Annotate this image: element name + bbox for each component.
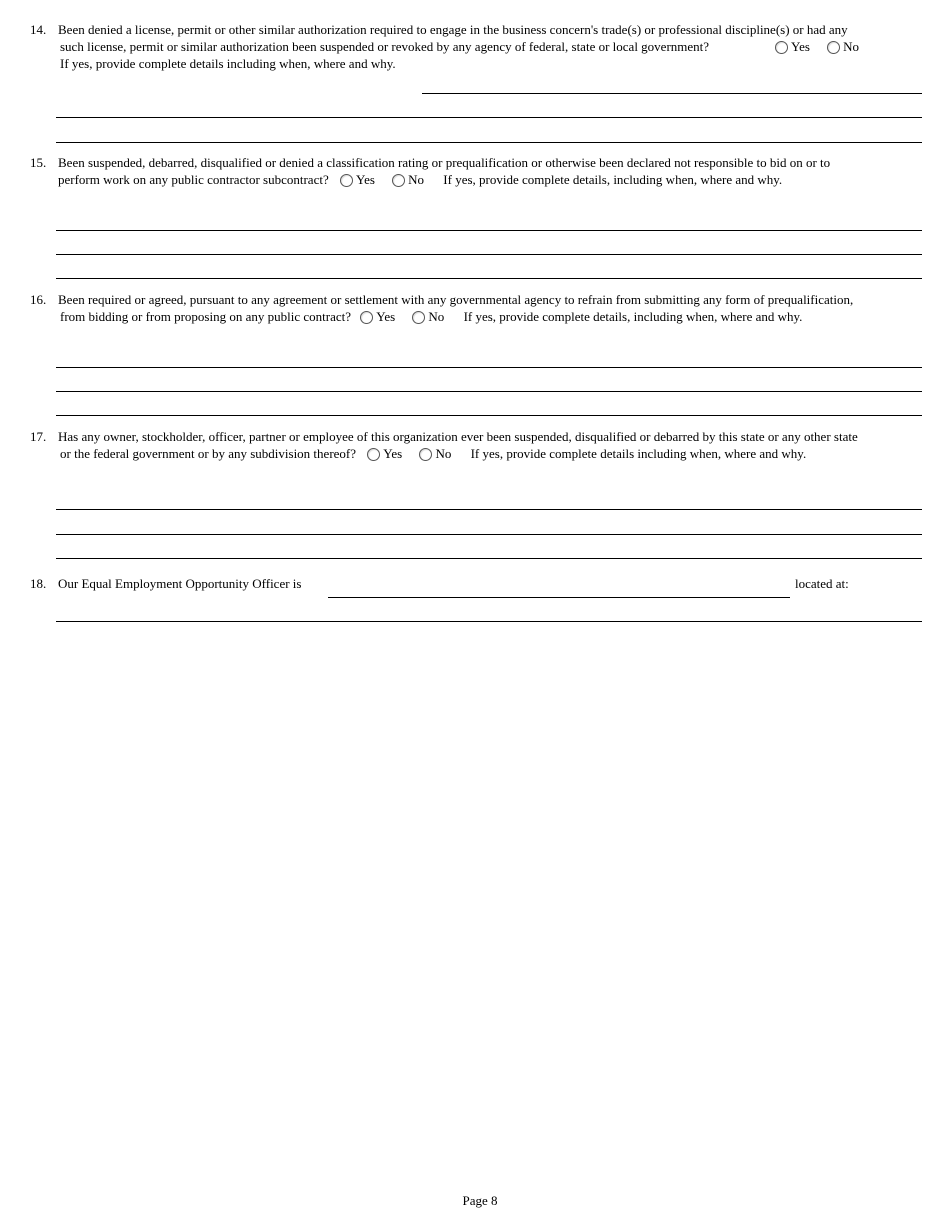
q16-text-line2-row: [60, 309, 802, 325]
q16-number: 16.: [30, 292, 47, 307]
q15-no-label: No: [408, 172, 425, 187]
q16-text-line1: Been required or agreed, pursuant to any agreement or settlement with any governmental agency to refrain from submitting any form of prequalification,: [58, 292, 854, 307]
q17-answer-line-1[interactable]: [56, 509, 922, 510]
q18-officer-name-line[interactable]: [328, 597, 790, 598]
q14-text-line2: such license, permit or similar authorization been suspended or revoked by any agency of federal, state or local government?: [60, 39, 710, 54]
q17-answer-line-2[interactable]: [56, 534, 922, 535]
q17-yes-radio[interactable]: [367, 448, 380, 461]
q15-answer-line-1[interactable]: [56, 230, 922, 231]
q17-yes-option[interactable]: [367, 446, 402, 462]
q16-details-prompt: If yes, provide complete details, including when, where and why.: [463, 309, 803, 324]
q14-answer-line-1[interactable]: [422, 93, 922, 94]
q15-details-prompt: If yes, provide complete details, including when, where and why.: [443, 172, 783, 187]
q14-text-line1: Been denied a license, permit or other similar authorization required to engage in the business concern's trade(s) or professional discipline(s) or had any: [58, 22, 848, 37]
page-number: Page 8: [462, 1193, 498, 1208]
q15-number: 15.: [30, 155, 47, 170]
q18-located-label: located at:: [795, 576, 849, 591]
q16-answer-line-1[interactable]: [56, 367, 922, 368]
q16-yes-label: Yes: [376, 309, 396, 324]
q17-details-prompt: If yes, provide complete details including when, where and why.: [470, 446, 807, 461]
q14-details-prompt: If yes, provide complete details including when, where and why.: [60, 56, 396, 71]
q17-answer-line-3[interactable]: [56, 558, 922, 559]
q14-number: 14.: [30, 22, 47, 37]
q14-no-option[interactable]: [827, 39, 859, 55]
q16-no-option[interactable]: [412, 309, 444, 325]
q15-answer-line-2[interactable]: [56, 254, 922, 255]
q17-text-line2-row: [60, 446, 806, 462]
q15-text-line2: perform work on any public contractor subcontract?: [58, 172, 329, 187]
q15-yes-label: Yes: [355, 172, 375, 187]
q15-text-line1: Been suspended, debarred, disqualified or denied a classification rating or prequalification or otherwise been declared not responsible to bid on or to: [58, 155, 831, 170]
q14-no-label: No: [843, 39, 860, 54]
q14-answer-line-2[interactable]: [56, 117, 922, 118]
q16-no-radio[interactable]: [412, 311, 425, 324]
q17-no-radio[interactable]: [419, 448, 432, 461]
q15-yes-radio[interactable]: [340, 174, 353, 187]
q14-yes-option[interactable]: [775, 39, 810, 55]
q15-no-option[interactable]: [392, 172, 424, 188]
q15-yes-option[interactable]: [340, 172, 375, 188]
q16-no-label: No: [428, 309, 445, 324]
q17-number: 17.: [30, 429, 47, 444]
q16-answer-line-2[interactable]: [56, 391, 922, 392]
q14-no-radio[interactable]: [827, 41, 840, 54]
q17-text-line1: Has any owner, stockholder, officer, partner or employee of this organization ever been suspended, disqualified or debarred by this state or any other state: [58, 429, 858, 444]
q14-options: [775, 39, 859, 55]
q16-answer-line-3[interactable]: [56, 415, 922, 416]
q17-text-line2: or the federal government or by any subdivision thereof?: [60, 446, 357, 461]
q15-no-radio[interactable]: [392, 174, 405, 187]
q18-number: 18.: [30, 576, 47, 591]
q18-address-line[interactable]: [56, 621, 922, 622]
q17-no-option[interactable]: [419, 446, 451, 462]
q18-label: Our Equal Employment Opportunity Officer is: [58, 576, 302, 591]
q17-no-label: No: [435, 446, 452, 461]
q17-yes-label: Yes: [383, 446, 403, 461]
q14-yes-label: Yes: [791, 39, 810, 54]
q16-yes-radio[interactable]: [360, 311, 373, 324]
q15-text-line2-row: [58, 172, 782, 188]
q14-answer-line-3[interactable]: [56, 142, 922, 143]
q14-yes-radio[interactable]: [775, 41, 788, 54]
q15-answer-line-3[interactable]: [56, 278, 922, 279]
q16-yes-option[interactable]: [360, 309, 395, 325]
q16-text-line2: from bidding or from proposing on any public contract?: [60, 309, 351, 324]
